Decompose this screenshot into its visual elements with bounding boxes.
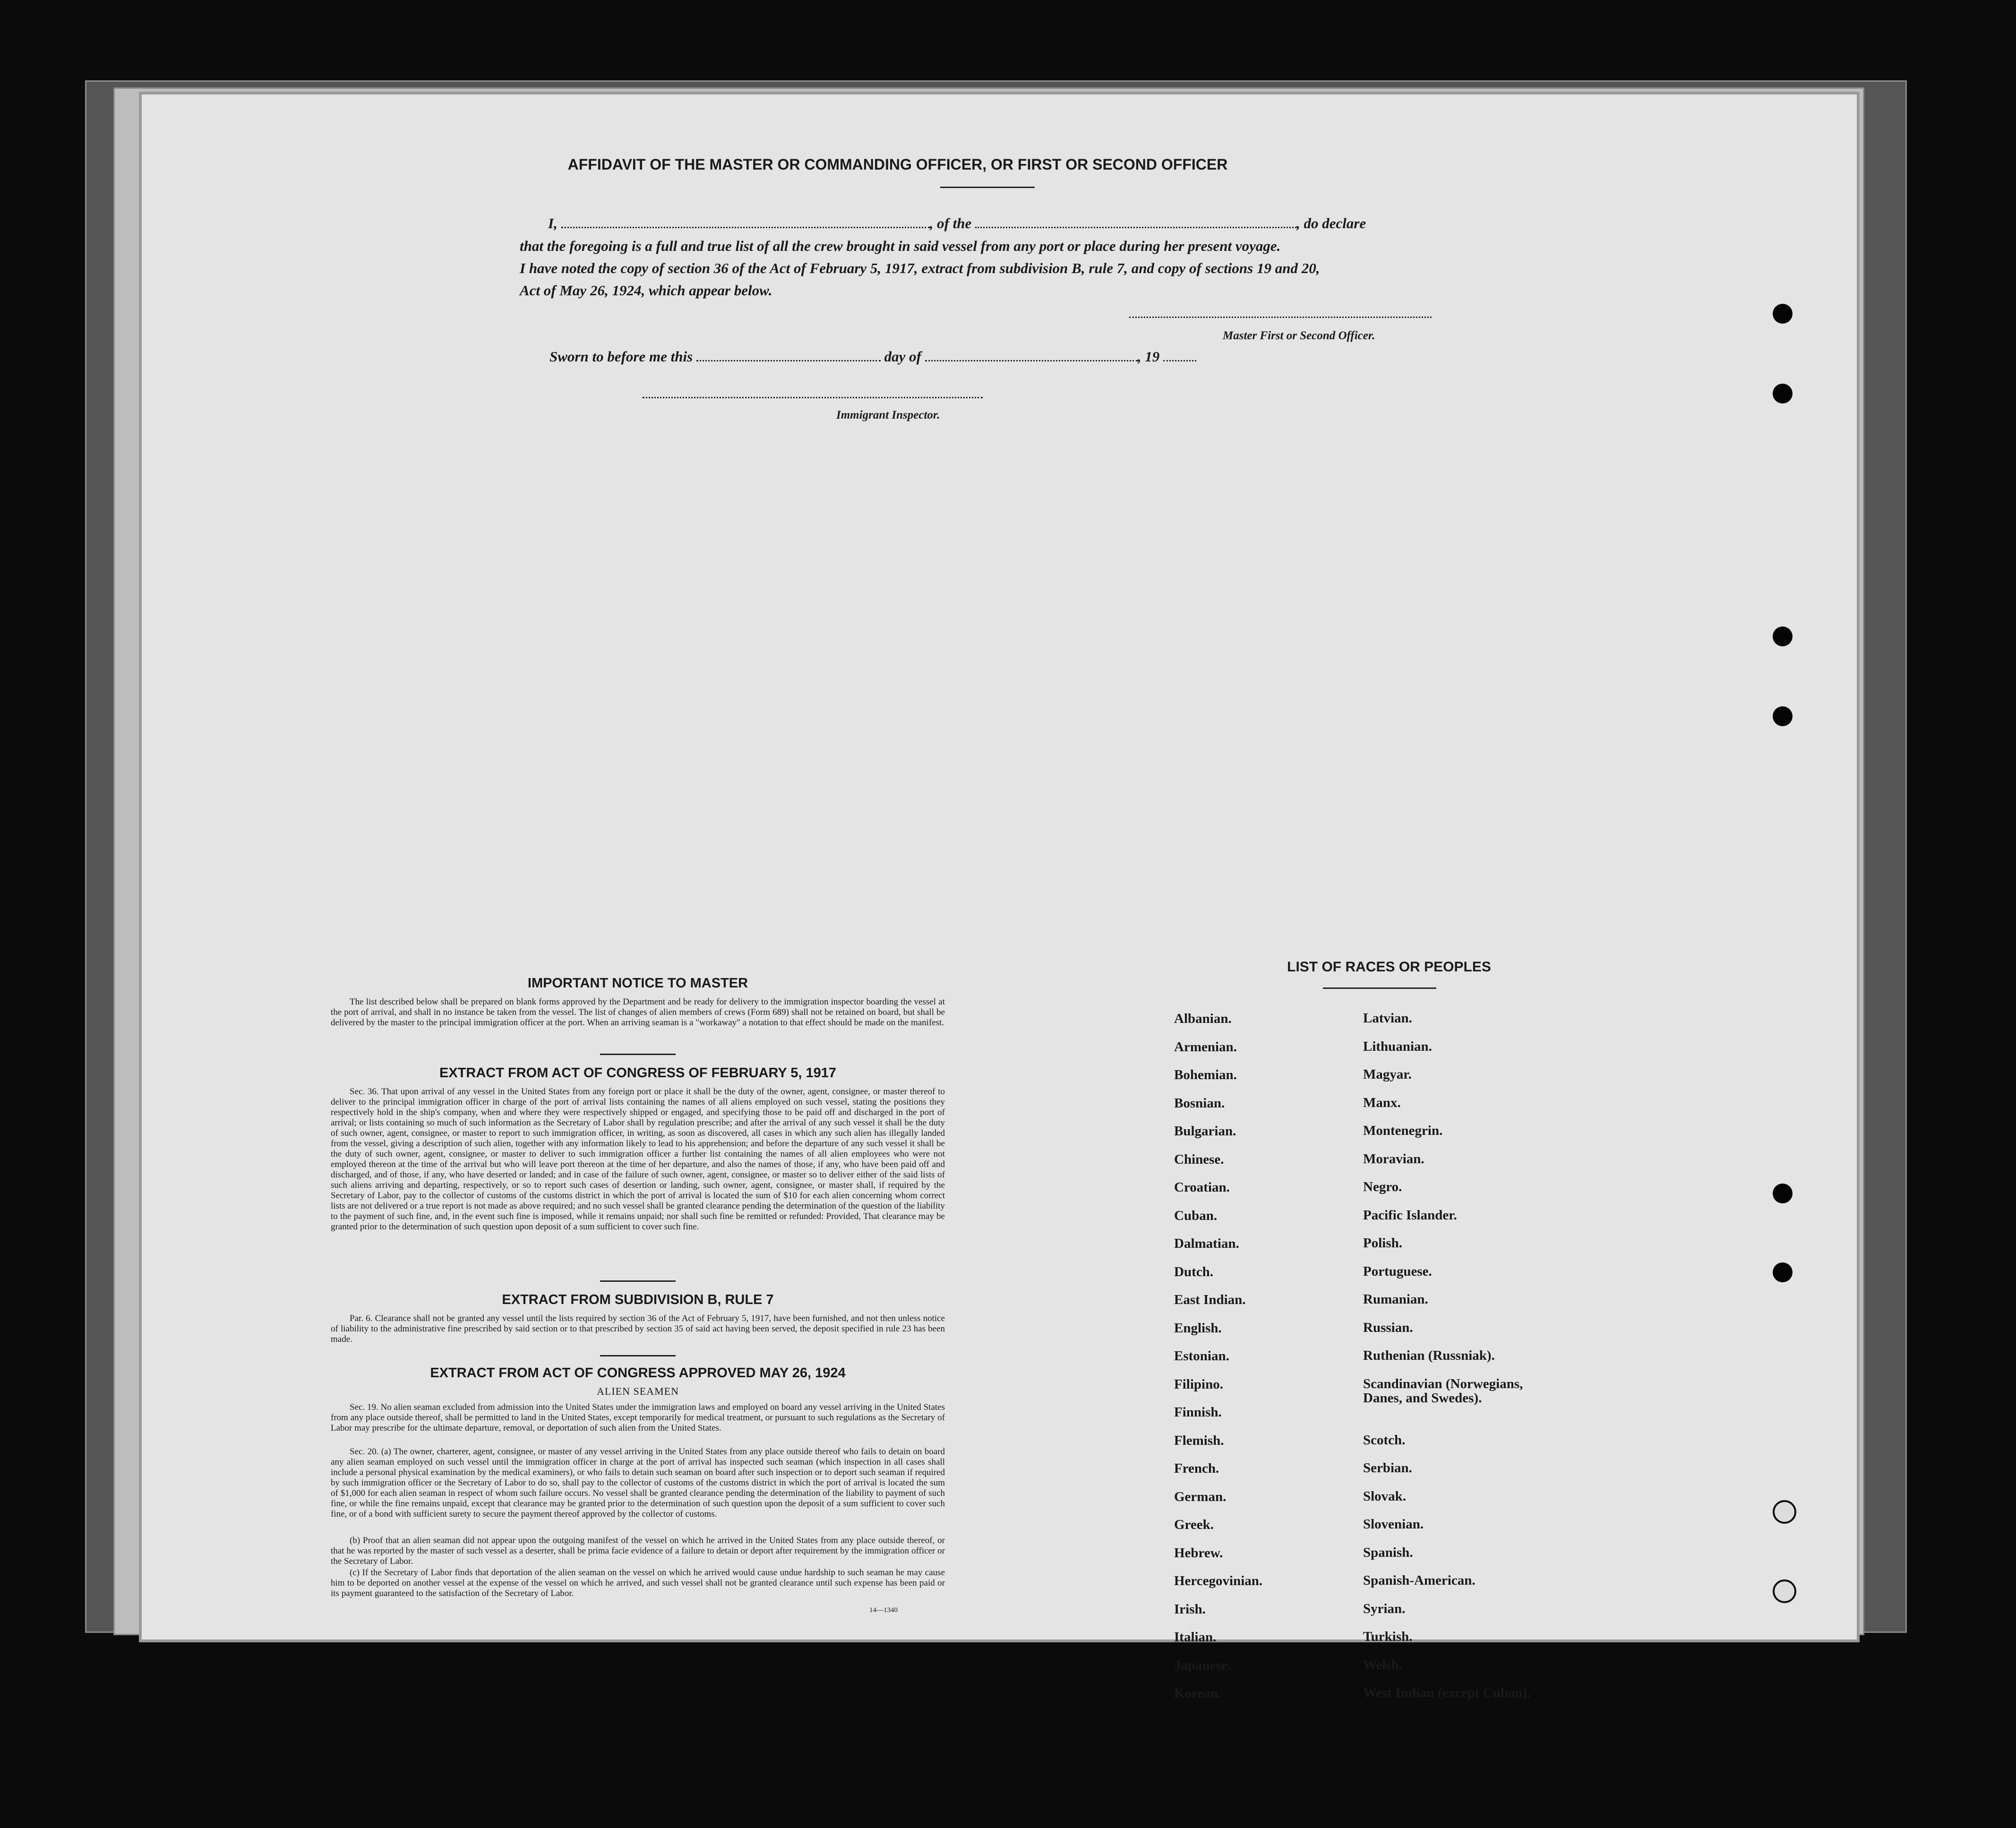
race-item: English. <box>1174 1320 1222 1336</box>
affidavit-line-4: Act of May 26, 1924, which appear below. <box>520 282 772 299</box>
race-item: Spanish-American. <box>1363 1573 1476 1588</box>
divider <box>1323 987 1436 989</box>
day-of-label: day of <box>884 348 921 365</box>
name-field[interactable] <box>561 227 930 228</box>
binder-hole <box>1773 1184 1793 1203</box>
sworn-line <box>549 348 1196 365</box>
race-item: Polish. <box>1363 1236 1402 1251</box>
binder-hole <box>1773 626 1793 646</box>
race-item: Scotch. <box>1363 1432 1406 1448</box>
divider <box>600 1355 676 1356</box>
race-item: Ruthenian (Russniak). <box>1363 1348 1495 1363</box>
races-title: LIST OF RACES OR PEOPLES <box>1287 959 1491 975</box>
race-item: Serbian. <box>1363 1460 1412 1476</box>
race-item: Estonian. <box>1174 1348 1229 1364</box>
master-signature-label: Master First or Second Officer. <box>1223 329 1375 342</box>
race-item: Lithuanian. <box>1363 1038 1432 1054</box>
race-item: German. <box>1174 1489 1227 1504</box>
divider <box>600 1280 676 1282</box>
form-number: 14—1340 <box>869 1606 898 1614</box>
binder-hole <box>1773 304 1793 324</box>
race-item: Albanian. <box>1174 1011 1232 1026</box>
binder-hole <box>1773 1262 1793 1282</box>
race-item: Korean. <box>1174 1686 1222 1701</box>
race-item: Dalmatian. <box>1174 1236 1239 1251</box>
binder-hole <box>1773 1579 1796 1603</box>
race-item: Croatian. <box>1174 1180 1230 1195</box>
divider <box>940 187 1035 188</box>
race-item: Spanish. <box>1363 1545 1413 1560</box>
i-label: I, <box>548 215 558 232</box>
race-item: Scandinavian (Norwegians, Danes, and Swedes). <box>1363 1376 1523 1406</box>
divider <box>600 1054 676 1055</box>
extract-1924-sec19: Sec. 19. No alien seaman excluded from admission into the United States under the immigration laws and employed on board any vessel arriving in the United States from any place outside thereof, shall be permitted to land in the United States, except temporarily for medical treatment, or pursuant to such regulations as the Secretary of Labor may prescribe for the ultimate departure, removal, or deportation of such alien from the United States. <box>331 1402 945 1433</box>
extract-1924-title: EXTRACT FROM ACT OF CONGRESS APPROVED MAY 26, 1924 <box>430 1365 846 1381</box>
extract-1917-title: EXTRACT FROM ACT OF CONGRESS OF FEBRUARY 5, 1917 <box>439 1065 837 1081</box>
extract-1924-sec20b: (b) Proof that an alien seaman did not appear upon the outgoing manifest of the vessel on which he arrived in the United States from any place outside thereof, or that he was reported by the master of such vessel as a deserter, shall be prima facie evidence of a failure to detain or deport after requirement by the immigration officer or the Secretary of Labor. <box>331 1536 945 1566</box>
race-item: Chinese. <box>1174 1151 1224 1167</box>
declare-label: , do declare <box>1296 215 1366 232</box>
race-item: Dutch. <box>1174 1264 1213 1279</box>
race-item: Bosnian. <box>1174 1095 1225 1111</box>
inspector-signature-line[interactable] <box>643 397 983 398</box>
master-signature-line[interactable] <box>1129 317 1432 318</box>
race-item: Negro. <box>1363 1179 1402 1194</box>
race-item: Japanese. <box>1174 1657 1231 1673</box>
race-item: East Indian. <box>1174 1292 1246 1307</box>
extract-1924-sec20c: (c) If the Secretary of Labor finds that deportation of the alien seaman on the vessel on which he arrived would cause undue hardship to such seaman he may cause him to be deported on another vessel at the expense of the vessel on which he arrived, and such vessel shall not be granted clearance until such expense has been paid or its payment guaranteed to the satisfaction of the Secretary of Labor. <box>331 1568 945 1598</box>
affidavit-page <box>142 94 1857 1701</box>
race-item: Cuban. <box>1174 1208 1218 1223</box>
binder-hole <box>1773 706 1793 726</box>
race-item: Syrian. <box>1363 1601 1406 1616</box>
race-item: Slovenian. <box>1363 1517 1424 1532</box>
extract-1924-sec20a: Sec. 20. (a) The owner, charterer, agent, consignee, or master of any vessel arriving in the United States from any place outside thereof who fails to detain on board any alien seaman employed on such vessel until the immigration officer in charge at the port of arrival has inspected such seaman (which inspection in all cases shall include a personal physical examination by the medical examiners), or who fails to detain such seaman on board after such inspection or to deport such seaman if required by such immigration officer or the Secretary of Labor to do so, shall pay to the collector of customs of the customs district in which the port of arrival is located the sum of $1,000 for each alien seaman in respect of whom such failure occurs. No vessel shall be granted clearance pending the determination of the liability to payment of such fine, or while the fine remains unpaid, except that clearance may be granted prior to the determination of such question upon the deposit of a sum sufficient to cover such fine, or of a bond with sufficient surety to secure the payment thereof approved by the collector of customs. <box>331 1447 945 1519</box>
affidavit-line-1 <box>548 215 1635 232</box>
vessel-field[interactable] <box>975 227 1296 228</box>
extract-1917-body: Sec. 36. That upon arrival of any vessel in the United States from any foreign port or place it shall be the duty of the owner, agent, consignee, or master thereof to deliver to the principal immigration officer in charge of the port of arrival lists containing the names of all aliens employed on such vessel, stating the positions they respectively hold in the ship's company, when and where they were respectively shipped or engaged, and specifying those to be paid off and discharged in the port of arrival; or lists containing so much of such information as the Secretary of Labor shall by regulation prescribe; and after the arrival of any such vessel it shall be the duty of such owner, agent, consignee, or master to report to such immigration officer, in writing, as soon as discovered, all cases in which any such alien has illegally landed from the vessel, giving a description of such alien, together with any information likely to lead to his apprehension; and before the departure of any such vessel it shall be the duty of such owner, agent, consignee, or master to deliver to such immigration officer a further list containing the names of all alien employees who were not employed thereon at the time of the arrival but who will leave port thereon at the time of her departure, and also the names of those, if any, who have been paid off and discharged, and of those, if any, who have deserted or landed; and in case of the failure of such owner, agent, consignee, or master so to deliver either of the said lists of such aliens arriving and departing, respectively, or so to report such cases of desertion or landing, such owner, agent, consignee, or master shall, if required by the Secretary of Labor, pay to the collector of customs of the customs district in which the port of arrival is located the sum of $10 for each alien concerning whom correct lists are not delivered or a true report is not made as above required; and no such vessel shall be granted clearance pending the determination of the question of the liability to the payment of such fine, and, in the event such fine is imposed, while it remains unpaid; nor shall such fine be remitted or refunded: Provided, That clearance may be granted prior to the determination of such question upon deposit of a sum sufficient to cover such fine. <box>331 1087 945 1232</box>
race-item: Armenian. <box>1174 1039 1237 1055</box>
affidavit-line-3: I have noted the copy of section 36 of the Act of February 5, 1917, extract from subdivision B, rule 7, and copy of sections 19 and 20, <box>520 260 1320 276</box>
year-field[interactable] <box>1163 360 1196 361</box>
year-label: , 19 <box>1137 348 1160 365</box>
race-item: French. <box>1174 1461 1219 1476</box>
race-item: Finnish. <box>1174 1405 1222 1420</box>
race-item: Hebrew. <box>1174 1545 1223 1561</box>
race-item: Russian. <box>1363 1320 1413 1335</box>
binder-hole <box>1773 1500 1796 1524</box>
notice-body: The list described below shall be prepared on blank forms approved by the Department and be ready for delivery to the immigration inspector boarding the vessel at the port of arrival, and shall in no instance be taken from the vessel. The list of changes of alien members of crews (Form 689) shall not be retained on board, but shall be delivered by the master to the principal immigration officer at the port. When an arriving seaman is a "workaway" a notation to that effect should be made on the manifest. <box>331 997 945 1028</box>
of-the-label: , of the <box>929 215 972 232</box>
race-item: Hercegovinian. <box>1174 1573 1263 1588</box>
race-item: Magyar. <box>1363 1067 1412 1082</box>
notice-title: IMPORTANT NOTICE TO MASTER <box>527 976 748 991</box>
race-item: Italian. <box>1174 1630 1217 1645</box>
race-item: Portuguese. <box>1363 1263 1432 1279</box>
race-item: Greek. <box>1174 1517 1214 1532</box>
race-item: Manx. <box>1363 1095 1401 1110</box>
race-item: Slovak. <box>1363 1488 1407 1504</box>
race-item: Montenegrin. <box>1363 1123 1443 1138</box>
race-item: Pacific Islander. <box>1363 1207 1457 1223</box>
race-item: Bohemian. <box>1174 1067 1237 1082</box>
race-item: Welsh. <box>1363 1657 1402 1673</box>
race-item: Flemish. <box>1174 1433 1224 1448</box>
sworn-label: Sworn to before me this <box>549 348 693 365</box>
alien-seamen-subtitle: ALIEN SEAMEN <box>597 1385 679 1397</box>
race-item: Filipino. <box>1174 1376 1223 1392</box>
inspector-signature-label: Immigrant Inspector. <box>836 409 940 421</box>
race-item: Irish. <box>1174 1601 1206 1617</box>
race-item: West Indian (except Cuban). <box>1363 1685 1531 1700</box>
race-item: Moravian. <box>1363 1151 1424 1167</box>
subdivision-b-body: Par. 6. Clearance shall not be granted any vessel until the lists required by section 36 of the Act of February 5, 1917, have been furnished, and not then unless notice of liability to the administrative fine prescribed by said section or to that prescribed by section 35 of said act having been served, the deposit specified in rule 23 has been made. <box>331 1313 945 1344</box>
race-item: Rumanian. <box>1363 1292 1428 1307</box>
binder-hole <box>1773 384 1793 403</box>
month-field[interactable] <box>925 360 1138 361</box>
affidavit-line-2: that the foregoing is a full and true list of all the crew brought in said vessel from any port or place during her present voyage. <box>520 238 1281 254</box>
race-item: Turkish. <box>1363 1629 1413 1644</box>
subdivision-b-title: EXTRACT FROM SUBDIVISION B, RULE 7 <box>502 1292 774 1307</box>
race-item: Bulgarian. <box>1174 1124 1236 1139</box>
race-item: Latvian. <box>1363 1011 1412 1026</box>
day-field[interactable] <box>696 360 881 361</box>
affidavit-title: AFFIDAVIT OF THE MASTER OR COMMANDING OFFICER, OR FIRST OR SECOND OFFICER <box>567 156 1228 173</box>
